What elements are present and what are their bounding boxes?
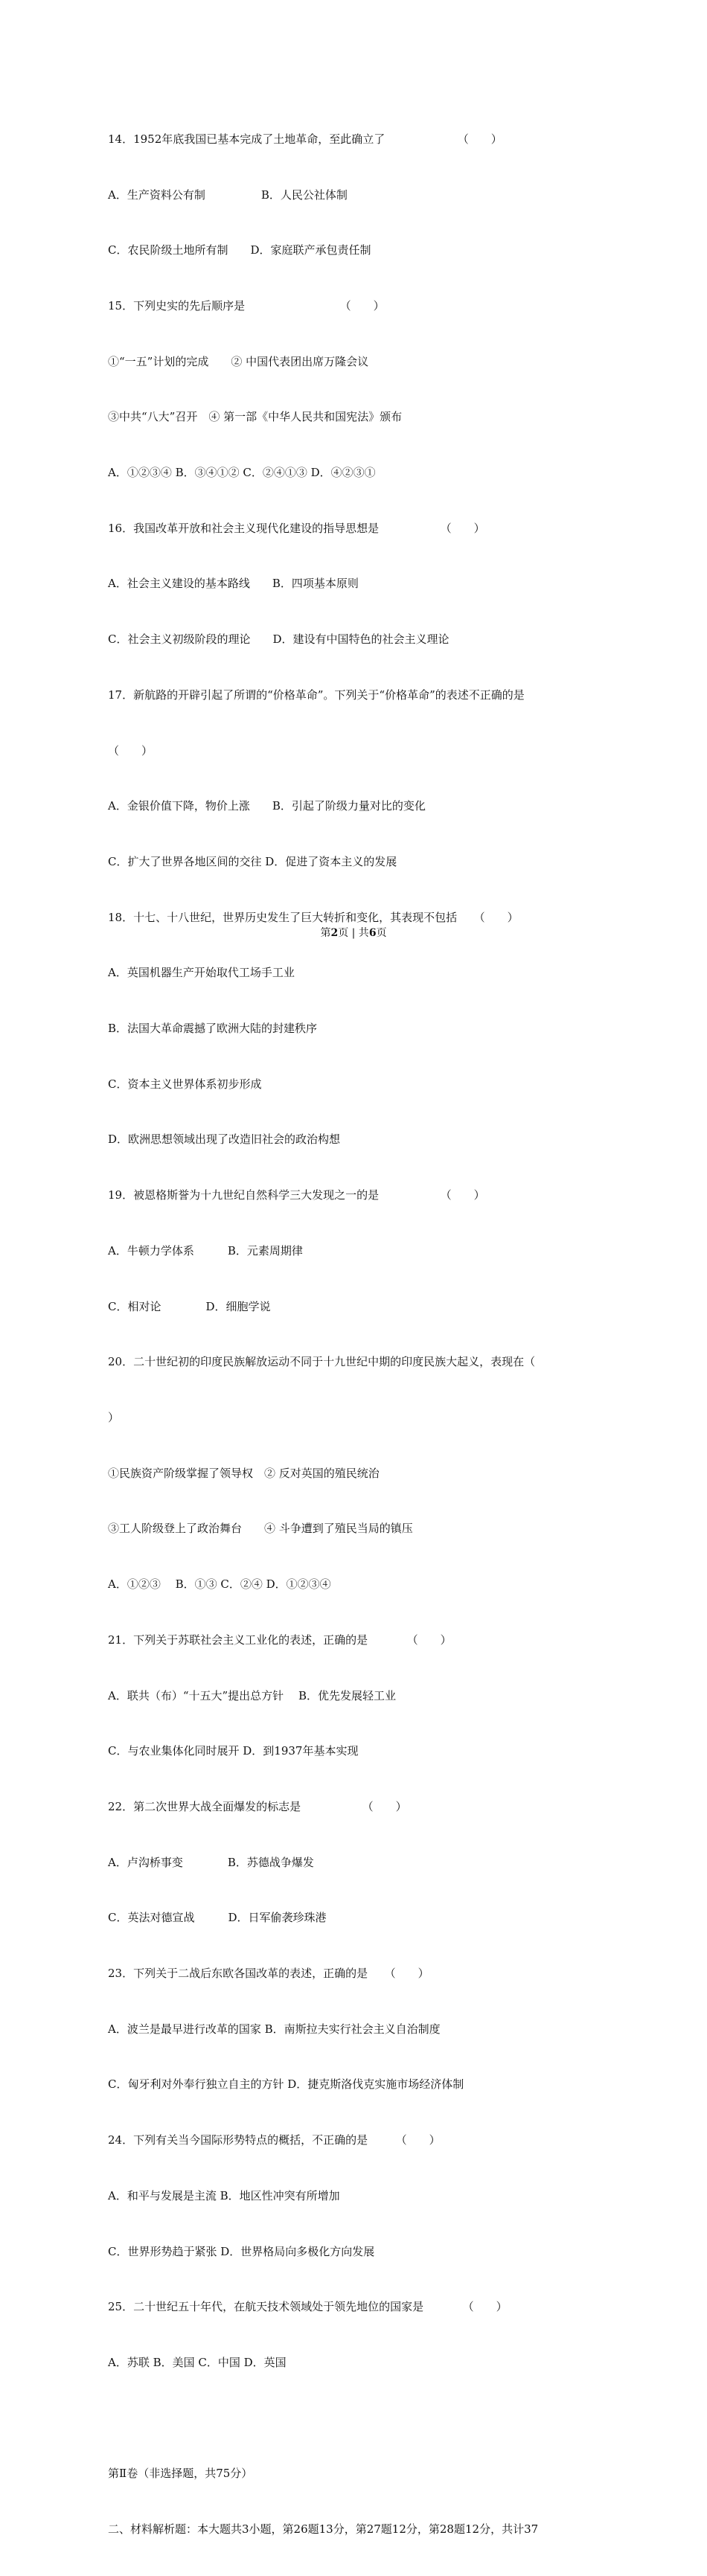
question-21: 21．下列关于苏联社会主义工业化的表述，正确的是 （ ） [108,1633,452,1647]
q18-option-c: C．资本主义世界体系初步形成 [108,1077,262,1091]
q22-options-cd: C．英法对德宣战 D．日军偷袭珍珠港 [108,1911,327,1925]
q17-options-ab: A．金银价值下降，物价上涨 B．引起了阶级力量对比的变化 [108,799,426,813]
question-24: 24．下列有关当今国际形势特点的概括，不正确的是 （ ） [108,2133,441,2147]
q16-options-cd: C．社会主义初级阶段的理论 D．建设有中国特色的社会主义理论 [108,632,450,647]
question-14: 14．1952年底我国已基本完成了土地革命，至此确立了 （ ） [108,132,502,146]
footer-prefix: 第 [320,927,331,939]
q15-events-12: ①“一五”计划的完成 ② 中国代表团出席万隆会议 [108,354,369,368]
q23-options-cd: C．匈牙利对外奉行独立自主的方针 D．捷克斯洛伐克实施市场经济体制 [108,2077,464,2092]
q25-options: A．苏联 B．美国 C．中国 D．英国 [108,2355,287,2369]
q20-options: A．①②③ B．①③ C．②④ D．①②③④ [108,1577,331,1592]
q24-options-ab: A．和平与发展是主流 B．地区性冲突有所增加 [108,2188,340,2202]
q20-items-34: ③工人阶级登上了政治舞台 ④ 斗争遭到了殖民当局的镇压 [108,1522,413,1536]
exam-content [108,93,614,2576]
q18-option-b: B．法国大革命震撼了欧洲大陆的封建秩序 [108,1022,318,1036]
question-16: 16．我国改革开放和社会主义现代化建设的指导思想是 （ ） [108,521,485,535]
section-2-instructions: 二、材料解析题：本大题共3小题，第26题13分，第27题12分，第28题12分，共计37 [108,2522,539,2537]
question-18: 18．十七、十八世纪，世界历史发生了巨大转折和变化，其表现不包括 （ ） [108,910,519,924]
q24-options-cd: C．世界形势趋于紧张 D．世界格局向多极化方向发展 [108,2244,375,2258]
question-15: 15．下列史实的先后顺序是 （ ） [108,298,385,313]
q15-events-34: ③中共“八大”召开 ④ 第一部《中华人民共和国宪法》颁布 [108,410,403,424]
section-2-title: 第Ⅱ卷（非选择题，共75分） [108,2467,253,2481]
q23-options-ab: A．波兰是最早进行改革的国家 B．南斯拉夫实行社会主义自治制度 [108,2022,441,2036]
question-20: 20．二十世纪初的印度民族解放运动不同于十九世纪中期的印度民族大起义，表现在（ [108,1355,536,1369]
page-footer [0,926,707,941]
q19-options-cd: C．相对论 D．细胞学说 [108,1299,271,1313]
q19-options-ab: A．牛顿力学体系 B．元素周期律 [108,1243,303,1257]
q22-options-ab: A．卢沟桥事变 B．苏德战争爆发 [108,1855,314,1869]
q16-options-ab: A．社会主义建设的基本路线 B．四项基本原则 [108,577,359,591]
q14-options-ab: A．生产资料公有制 B．人民公社体制 [108,188,348,202]
question-23: 23．下列关于二战后东欧各国改革的表述，正确的是 （ ） [108,1967,429,1981]
q15-options: A．①②③④ B．③④①② C．②④①③ D．④②③① [108,466,376,480]
question-19: 19．被恩格斯誉为十九世纪自然科学三大发现之一的是 （ ） [108,1188,485,1202]
footer-page-number: 2 [330,927,339,939]
question-17: 17．新航路的开辟引起了所谓的“价格革命”。下列关于“价格革命”的表述不正确的是 [108,688,525,702]
section-gap [108,2409,614,2428]
q20-items-12: ①民族资产阶级掌握了领导权 ② 反对英国的殖民统治 [108,1466,380,1480]
footer-total-pages: 6 [368,927,377,939]
question-25: 25．二十世纪五十年代，在航天技术领域处于领先地位的国家是 （ ） [108,2300,508,2314]
question-20-bracket: ） [108,1410,120,1424]
q21-options-ab: A．联共（布）“十五大”提出总方针 B．优先发展轻工业 [108,1688,396,1702]
q21-options-cd: C．与农业集体化同时展开 D．到1937年基本实现 [108,1744,359,1758]
q18-option-d: D．欧洲思想领域出现了改造旧社会的政治构想 [108,1132,341,1147]
q14-options-cd: C．农民阶级土地所有制 D．家庭联产承包责任制 [108,243,371,257]
q17-options-cd: C．扩大了世界各地区间的交往 D．促进了资本主义的发展 [108,854,397,868]
question-22: 22．第二次世界大战全面爆发的标志是 （ ） [108,1799,407,1813]
q18-option-a: A．英国机器生产开始取代工场手工业 [108,966,295,980]
footer-suffix: 页 [376,927,387,939]
question-17-bracket: （ ） [108,743,153,757]
footer-middle: 页 | 共 [338,927,369,939]
